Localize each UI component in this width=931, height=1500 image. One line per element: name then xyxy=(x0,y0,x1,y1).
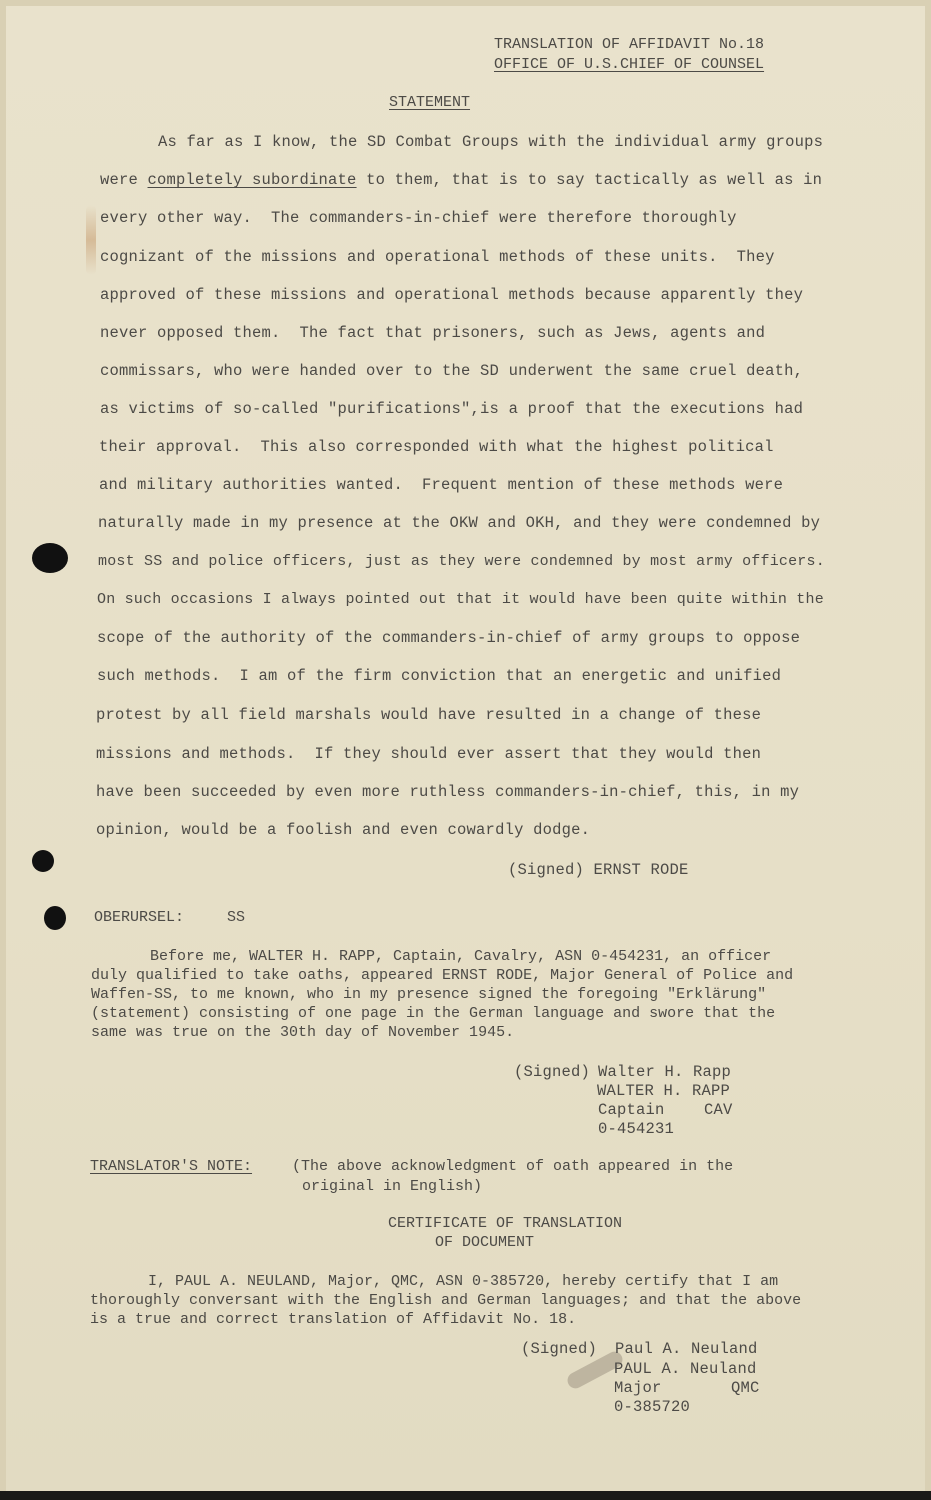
statement-line-8: as victims of so-called "purifications",is a proof that the executions had xyxy=(100,400,804,418)
punch-hole-bottom xyxy=(44,906,66,930)
rapp-signed-name: Walter H. Rapp xyxy=(598,1063,732,1081)
certificate-line-3: is a true and correct translation of Affidavit No. 18. xyxy=(90,1311,577,1328)
signature-ernst-rode: (Signed) ERNST RODE xyxy=(508,861,689,879)
oath-line-4: (statement) consisting of one page in the German language and swore that the xyxy=(91,1005,776,1022)
statement-line-19: opinion, would be a foolish and even cowardly dodge. xyxy=(96,821,591,839)
translator-note-label: TRANSLATOR'S NOTE: xyxy=(90,1158,253,1175)
place-suffix: SS xyxy=(227,909,246,926)
neuland-rank: Major xyxy=(614,1379,662,1397)
punch-hole-top xyxy=(32,543,68,573)
punch-hole-middle xyxy=(32,850,54,872)
rapp-branch: CAV xyxy=(704,1101,733,1119)
rapp-rank: Captain xyxy=(598,1101,665,1119)
certificate-line-1: I, PAUL A. NEULAND, Major, QMC, ASN 0-385720, hereby certify that I am xyxy=(148,1273,779,1290)
statement-line-2-post: to them, that is to say tactically as well as in xyxy=(356,171,823,189)
statement-line-2-underlined: completely subordinate xyxy=(147,171,357,189)
statement-line-12: most SS and police officers, just as they were condemned by most army officers. xyxy=(98,553,825,570)
scan-bottom-edge xyxy=(0,1491,931,1500)
oath-line-2: duly qualified to take oaths, appeared ERNST RODE, Major General of Police and xyxy=(91,967,794,984)
neuland-branch: QMC xyxy=(731,1379,760,1397)
oath-line-5: same was true on the 30th day of November 1945. xyxy=(91,1024,515,1041)
rapp-asn: 0-454231 xyxy=(598,1120,675,1138)
statement-line-6: never opposed them. The fact that prisoners, such as Jews, agents and xyxy=(100,324,766,342)
place-label: OBERURSEL: xyxy=(94,909,185,926)
statement-line-3: every other way. The commanders-in-chief were therefore thoroughly xyxy=(100,209,737,227)
translator-note-line-1: (The above acknowledgment of oath appeared in the xyxy=(292,1158,734,1175)
neuland-asn: 0-385720 xyxy=(614,1398,691,1416)
header-line-2: OFFICE OF U.S.CHIEF OF COUNSEL xyxy=(494,56,765,73)
statement-line-18: have been succeeded by even more ruthless commanders-in-chief, this, in my xyxy=(96,783,800,801)
rapp-name: WALTER H. RAPP xyxy=(597,1082,731,1100)
certificate-title-2: OF DOCUMENT xyxy=(435,1234,535,1251)
statement-line-13: On such occasions I always pointed out that it would have been quite within the xyxy=(97,591,824,608)
statement-line-5: approved of these missions and operational methods because apparently they xyxy=(100,286,804,304)
neuland-signed-name: Paul A. Neuland xyxy=(615,1340,758,1358)
header-line-1: TRANSLATION OF AFFIDAVIT No.18 xyxy=(494,36,765,53)
rapp-signed-label: (Signed) xyxy=(514,1063,591,1081)
certificate-title-1: CERTIFICATE OF TRANSLATION xyxy=(388,1215,623,1232)
statement-line-1: As far as I know, the SD Combat Groups with the individual army groups xyxy=(158,133,824,151)
statement-line-11: naturally made in my presence at the OKW and OKH, and they were condemned by xyxy=(98,514,821,532)
certificate-line-2: thoroughly conversant with the English and German languages; and that the above xyxy=(90,1292,802,1309)
statement-line-14: scope of the authority of the commanders-in-chief of army groups to oppose xyxy=(97,629,801,647)
neuland-name: PAUL A. Neuland xyxy=(614,1360,757,1378)
statement-line-9: their approval. This also corresponded with what the highest political xyxy=(99,438,774,456)
statement-title: STATEMENT xyxy=(389,94,471,111)
oath-line-3: Waffen-SS, to me known, who in my presence signed the foregoing "Erklärung" xyxy=(91,986,767,1003)
neuland-signed-label: (Signed) xyxy=(521,1340,598,1358)
statement-line-2 xyxy=(100,171,822,189)
statement-line-2-pre: were xyxy=(100,171,148,189)
statement-line-17: missions and methods. If they should ever assert that they would then xyxy=(96,745,762,763)
statement-line-15: such methods. I am of the firm conviction that an energetic and unified xyxy=(97,667,782,685)
translator-note-line-2: original in English) xyxy=(302,1178,483,1195)
paper-stain xyxy=(86,205,96,275)
oath-line-1: Before me, WALTER H. RAPP, Captain, Cavalry, ASN 0-454231, an officer xyxy=(150,948,772,965)
statement-line-10: and military authorities wanted. Frequent mention of these methods were xyxy=(99,476,784,494)
statement-line-4: cognizant of the missions and operational methods of these units. They xyxy=(100,248,775,266)
statement-line-16: protest by all field marshals would have resulted in a change of these xyxy=(96,706,762,724)
statement-line-7: commissars, who were handed over to the SD underwent the same cruel death, xyxy=(100,362,804,380)
